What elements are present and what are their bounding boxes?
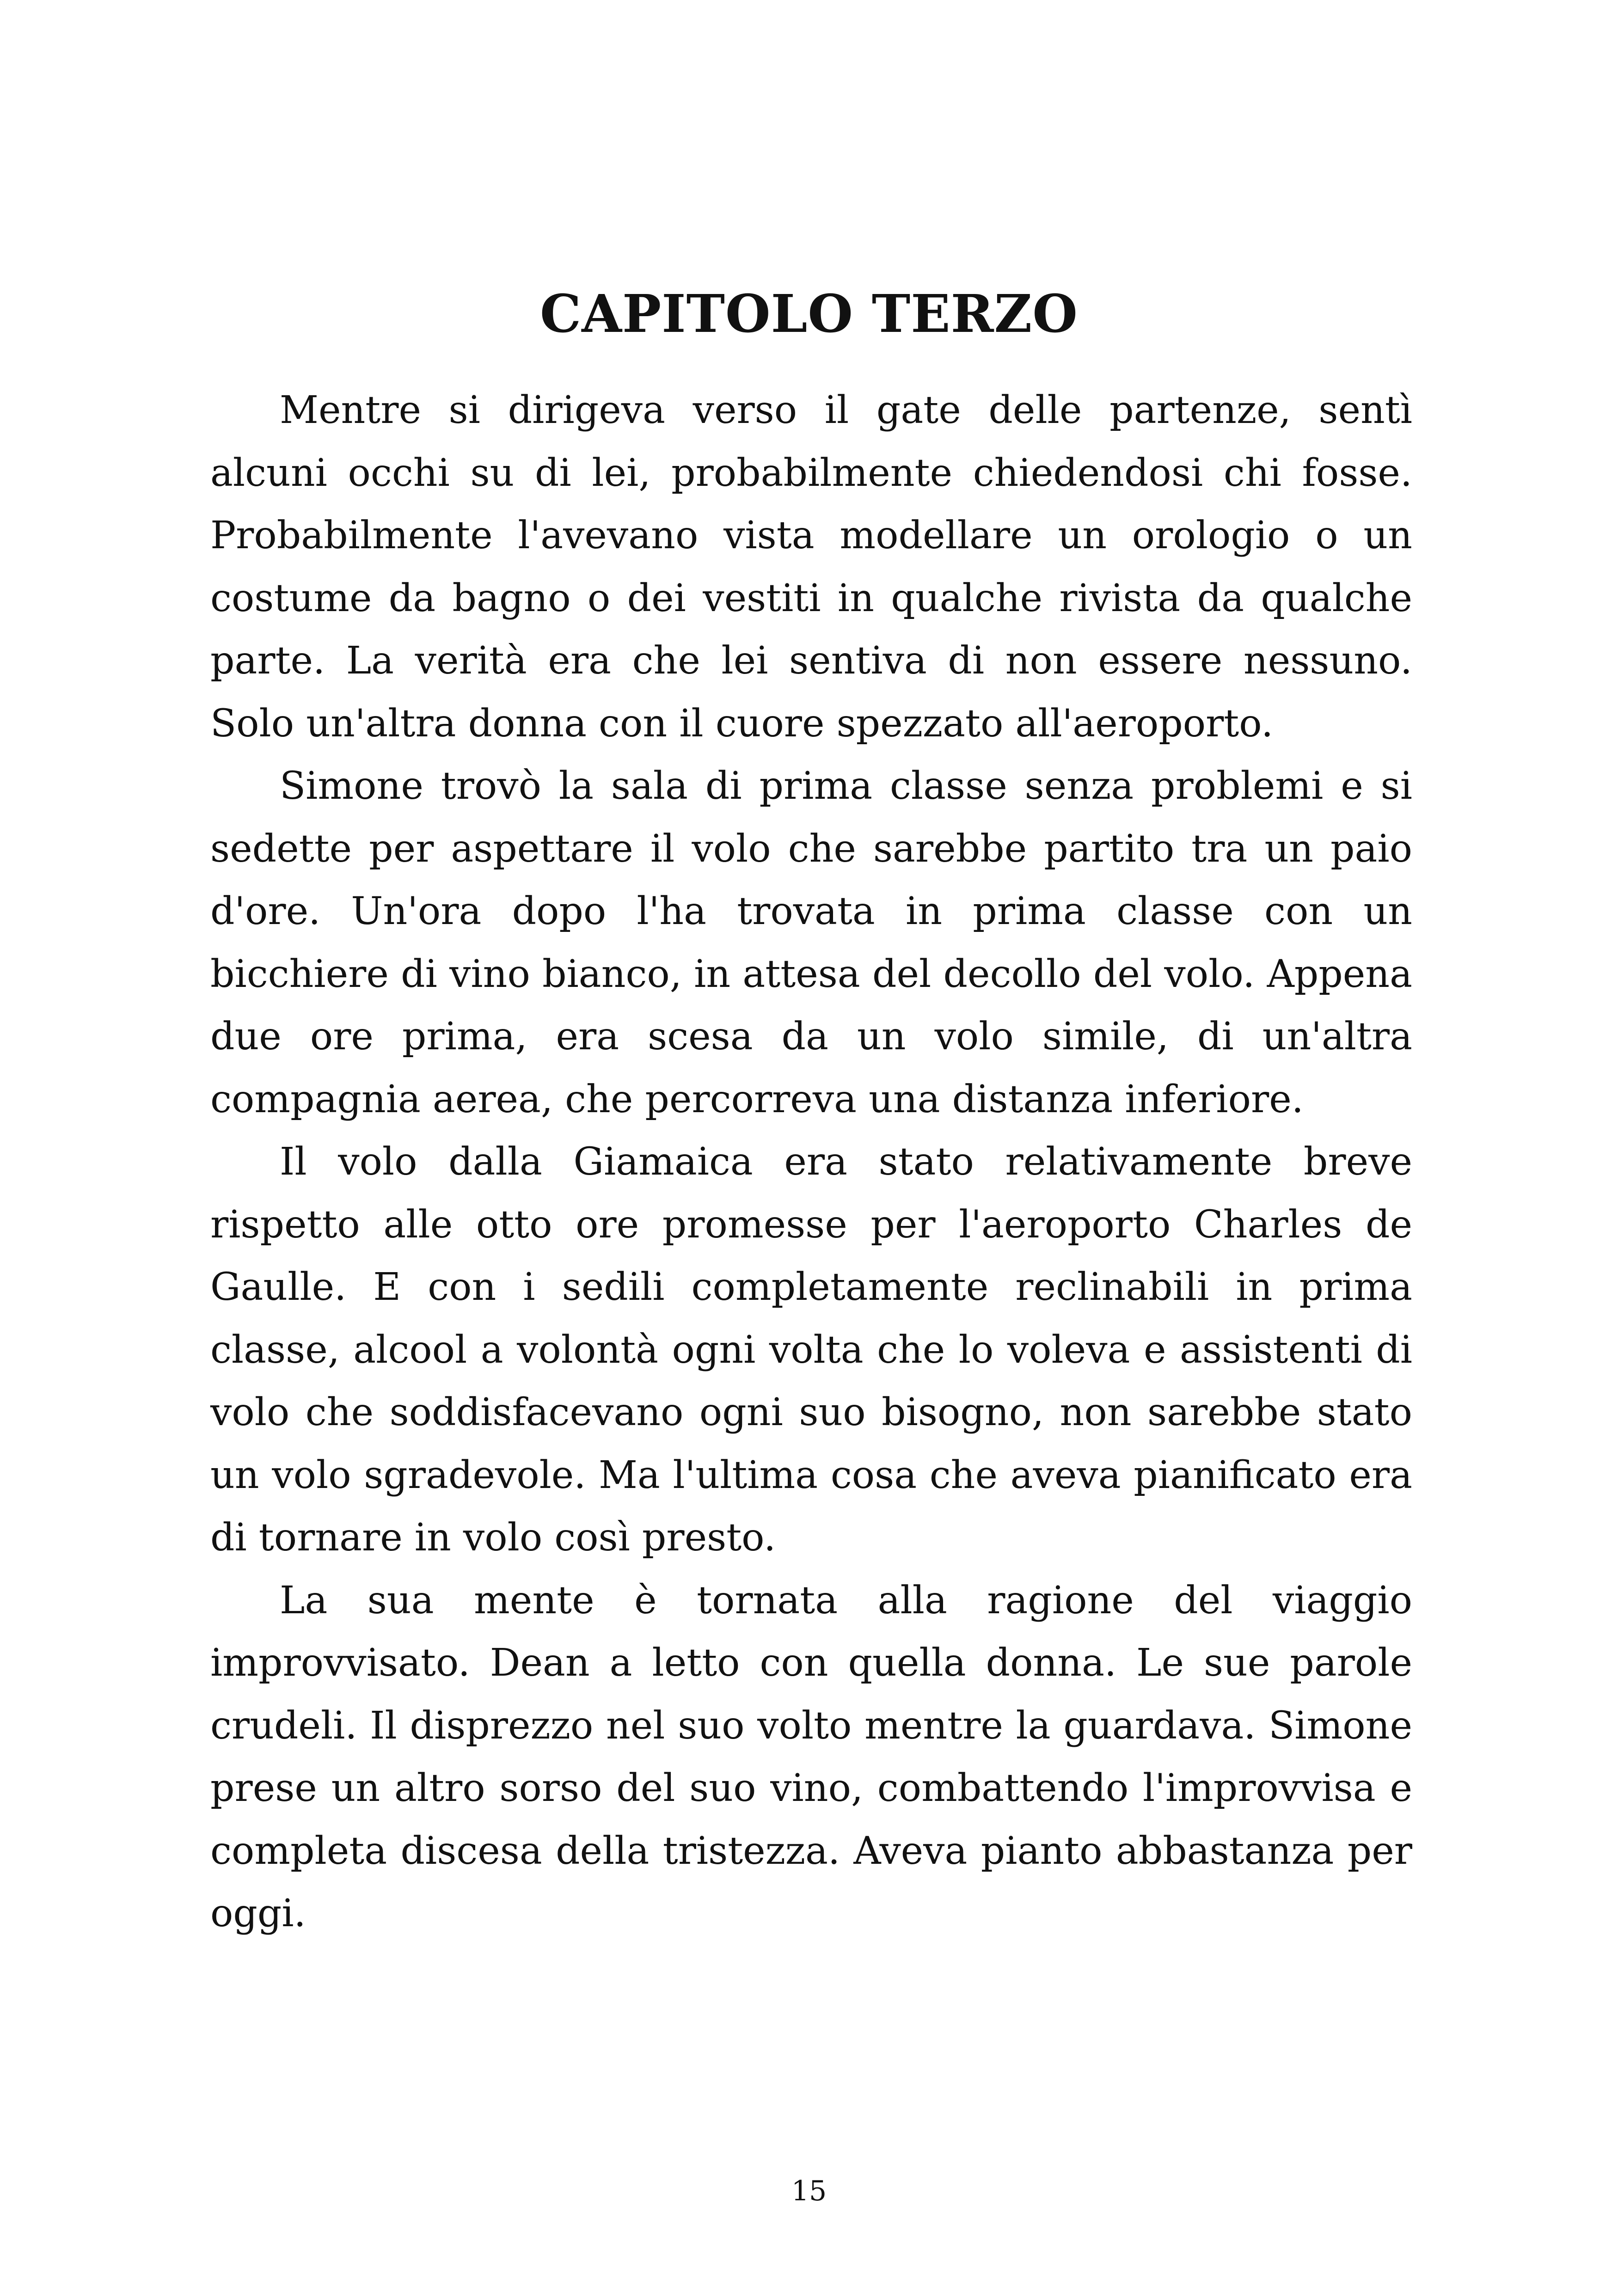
paragraph-3: Il volo dalla Giamaica era stato relativamente breve rispetto alle otto ore promesse per l'aeroporto Charles de Gaulle. E con i sedili completamente reclinabili in prima classe, alcool a volontà ogni volta che lo voleva e assistenti di volo che soddisfacevano ogni suo bisogno, non sarebbe stato un volo sgradevole. Ma l'ultima cosa che aveva pianificato era di tornare in volo così presto. [210,1140,1412,1560]
page-number: 15 [791,2175,827,2207]
paragraph-1: Mentre si dirigeva verso il gate delle partenze, sentì alcuni occhi su di lei, probabilmente chiedendosi chi fosse. Probabilmente l'avevano vista modellare un orologio o un costume da bagno o dei vestiti in qualche rivista da qualche parte. La verità era che lei sentiva di non essere nessuno. Solo un'altra donna con il cuore spezzato all'aeroporto. [210,388,1412,746]
chapter-body [210,379,1412,1945]
paragraph-4: La sua mente è tornata alla ragione del viaggio improvvisato. Dean a letto con quella donna. Le sue parole crudeli. Il disprezzo nel suo volto mentre la guardava. Simone prese un altro sorso del suo vino, combattendo l'improvvisa e completa discesa della tristezza. Aveva pianto abbastanza per oggi. [210,1578,1412,1935]
chapter-title: CAPITOLO TERZO [540,284,1078,344]
paragraph-2: Simone trovò la sala di prima classe senza problemi e si sedette per aspettare il volo che sarebbe partito tra un paio d'ore. Un'ora dopo l'ha trovata in prima classe con un bicchiere di vino bianco, in attesa del decollo del volo. Appena due ore prima, era scesa da un volo simile, di un'altra compagnia aerea, che percorreva una distanza inferiore. [210,764,1412,1121]
